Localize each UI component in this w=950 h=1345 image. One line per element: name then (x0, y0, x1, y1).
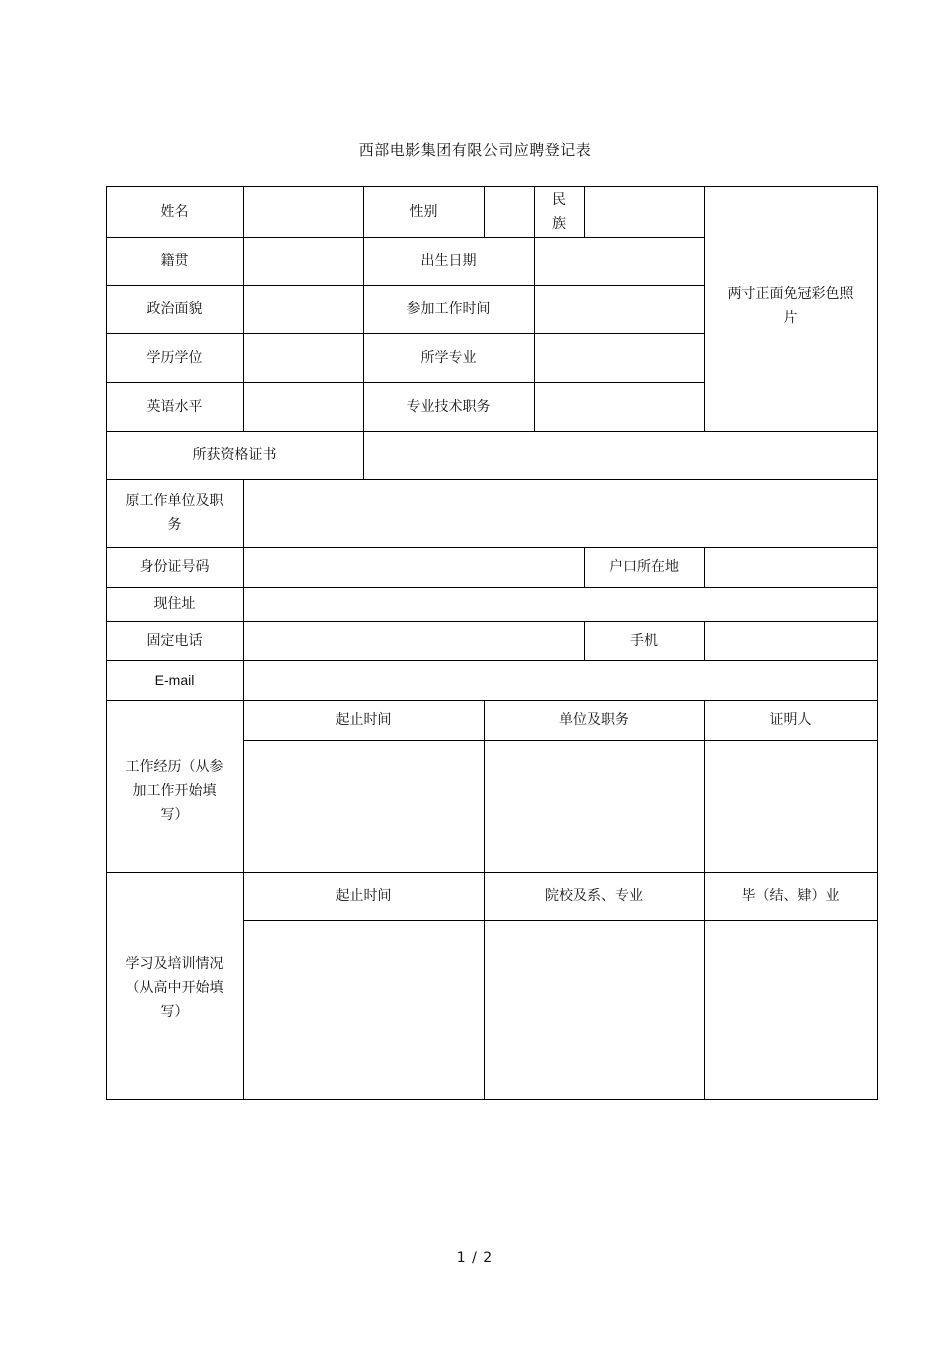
label-ethnicity (534, 186, 584, 237)
grid-line-col (243, 479, 244, 1100)
label-gender: 性别 (409, 203, 438, 220)
grid-line-col (363, 186, 364, 479)
label-work-history-line3: 写） (160, 807, 189, 823)
grid-line-col (484, 186, 485, 237)
label-major: 所学专业 (420, 349, 477, 366)
grid-line-left (106, 186, 107, 1100)
tech-title-field[interactable] (534, 382, 704, 431)
work-start-field[interactable] (534, 285, 704, 333)
label-id-number: 身份证号码 (139, 559, 210, 575)
label-english: 英语水平 (146, 398, 203, 415)
grid-line-col (704, 700, 705, 1100)
birth-date-field[interactable] (534, 237, 704, 285)
photo-hint-line1: 两寸正面免冠彩色照 (727, 285, 854, 302)
native-place-field[interactable] (243, 237, 363, 285)
label-work-history (106, 700, 243, 872)
grid-line-row (243, 920, 878, 921)
label-study-line3: 写） (160, 1003, 189, 1020)
grid-line-row (106, 872, 878, 873)
work-history-unit-field[interactable] (484, 740, 704, 872)
grid-line-bottom (106, 1099, 878, 1100)
certificates-field[interactable] (363, 431, 877, 479)
label-tech-title: 专业技术职务 (406, 398, 491, 415)
work-history-witness-field[interactable] (704, 740, 877, 872)
id-number-field[interactable] (243, 547, 584, 587)
email-field[interactable] (243, 660, 877, 700)
grid-line-row (106, 621, 878, 622)
hukou-field[interactable] (704, 547, 877, 587)
grid-line-col (704, 547, 705, 587)
label-address: 现住址 (153, 596, 196, 612)
political-status-field[interactable] (243, 285, 363, 333)
study-header-school: 院校及系、专业 (545, 888, 643, 904)
grid-line-top (106, 186, 878, 187)
grid-line-col (584, 621, 585, 660)
study-school-field[interactable] (484, 920, 704, 1099)
grid-line-row (106, 431, 878, 432)
grid-line-col (704, 186, 705, 431)
major-field[interactable] (534, 333, 704, 382)
label-landline: 固定电话 (146, 632, 203, 649)
grid-line-col (484, 700, 485, 1100)
education-field[interactable] (243, 333, 363, 382)
grid-line-row (243, 740, 878, 741)
grid-line-row (106, 333, 704, 334)
address-field[interactable] (243, 587, 877, 621)
label-native-place: 籍贯 (160, 253, 189, 269)
grid-line-col (243, 186, 244, 431)
study-header-status: 毕（结、肄）业 (741, 888, 840, 904)
study-status-field[interactable] (704, 920, 877, 1099)
label-name: 姓名 (160, 203, 189, 220)
name-field[interactable] (243, 186, 363, 237)
label-former-unit-line2: 务 (167, 517, 182, 533)
label-email: E-mail (154, 672, 195, 688)
label-political-status: 政治面貌 (146, 301, 203, 317)
grid-line-col (584, 186, 585, 237)
work-history-header-witness: 证明人 (769, 712, 812, 728)
english-field[interactable] (243, 382, 363, 431)
gender-field[interactable] (484, 186, 534, 237)
grid-line-col (534, 186, 535, 431)
grid-line-col (704, 621, 705, 660)
label-study-line2: （从高中开始填 (125, 979, 224, 996)
grid-line-row (106, 547, 878, 548)
label-ethnicity-line2: 族 (552, 215, 566, 232)
former-unit-field[interactable] (243, 479, 877, 547)
label-ethnicity-line1: 民 (552, 191, 566, 208)
work-history-period-field[interactable] (243, 740, 484, 872)
grid-line-row (106, 700, 878, 701)
grid-line-right (877, 186, 878, 1100)
ethnicity-field[interactable] (584, 186, 704, 237)
grid-line-row (106, 660, 878, 661)
label-former-unit (106, 479, 243, 547)
work-history-header-period: 起止时间 (335, 712, 392, 728)
grid-line-row (106, 237, 704, 238)
grid-line-col (584, 547, 585, 587)
mobile-field[interactable] (704, 621, 877, 660)
label-work-history-line1: 工作经历（从参 (125, 759, 224, 775)
study-period-field[interactable] (243, 920, 484, 1099)
label-study (106, 872, 243, 1099)
grid-line-row (106, 479, 878, 480)
work-history-header-unit: 单位及职务 (559, 712, 629, 728)
label-former-unit-line1: 原工作单位及职 (125, 493, 224, 509)
label-certificates: 所获资格证书 (192, 447, 277, 463)
study-header-period: 起止时间 (335, 888, 392, 904)
label-work-start: 参加工作时间 (406, 301, 491, 317)
label-hukou: 户口所在地 (609, 559, 679, 575)
grid-line-row (106, 285, 704, 286)
label-education: 学历学位 (146, 349, 203, 366)
label-mobile: 手机 (630, 632, 658, 649)
grid-line-row (106, 382, 704, 383)
label-work-history-line2: 加工作开始填 (132, 783, 217, 799)
page-title: 西部电影集团有限公司应聘登记表 (358, 141, 592, 159)
photo-hint-line2: 片 (783, 309, 798, 326)
landline-field[interactable] (243, 621, 584, 660)
label-birth-date: 出生日期 (420, 253, 477, 269)
photo-area[interactable] (704, 186, 877, 431)
page-indicator: 1 / 2 (456, 1250, 494, 1266)
grid-line-row (106, 587, 878, 588)
label-study-line1: 学习及培训情况 (125, 955, 224, 972)
